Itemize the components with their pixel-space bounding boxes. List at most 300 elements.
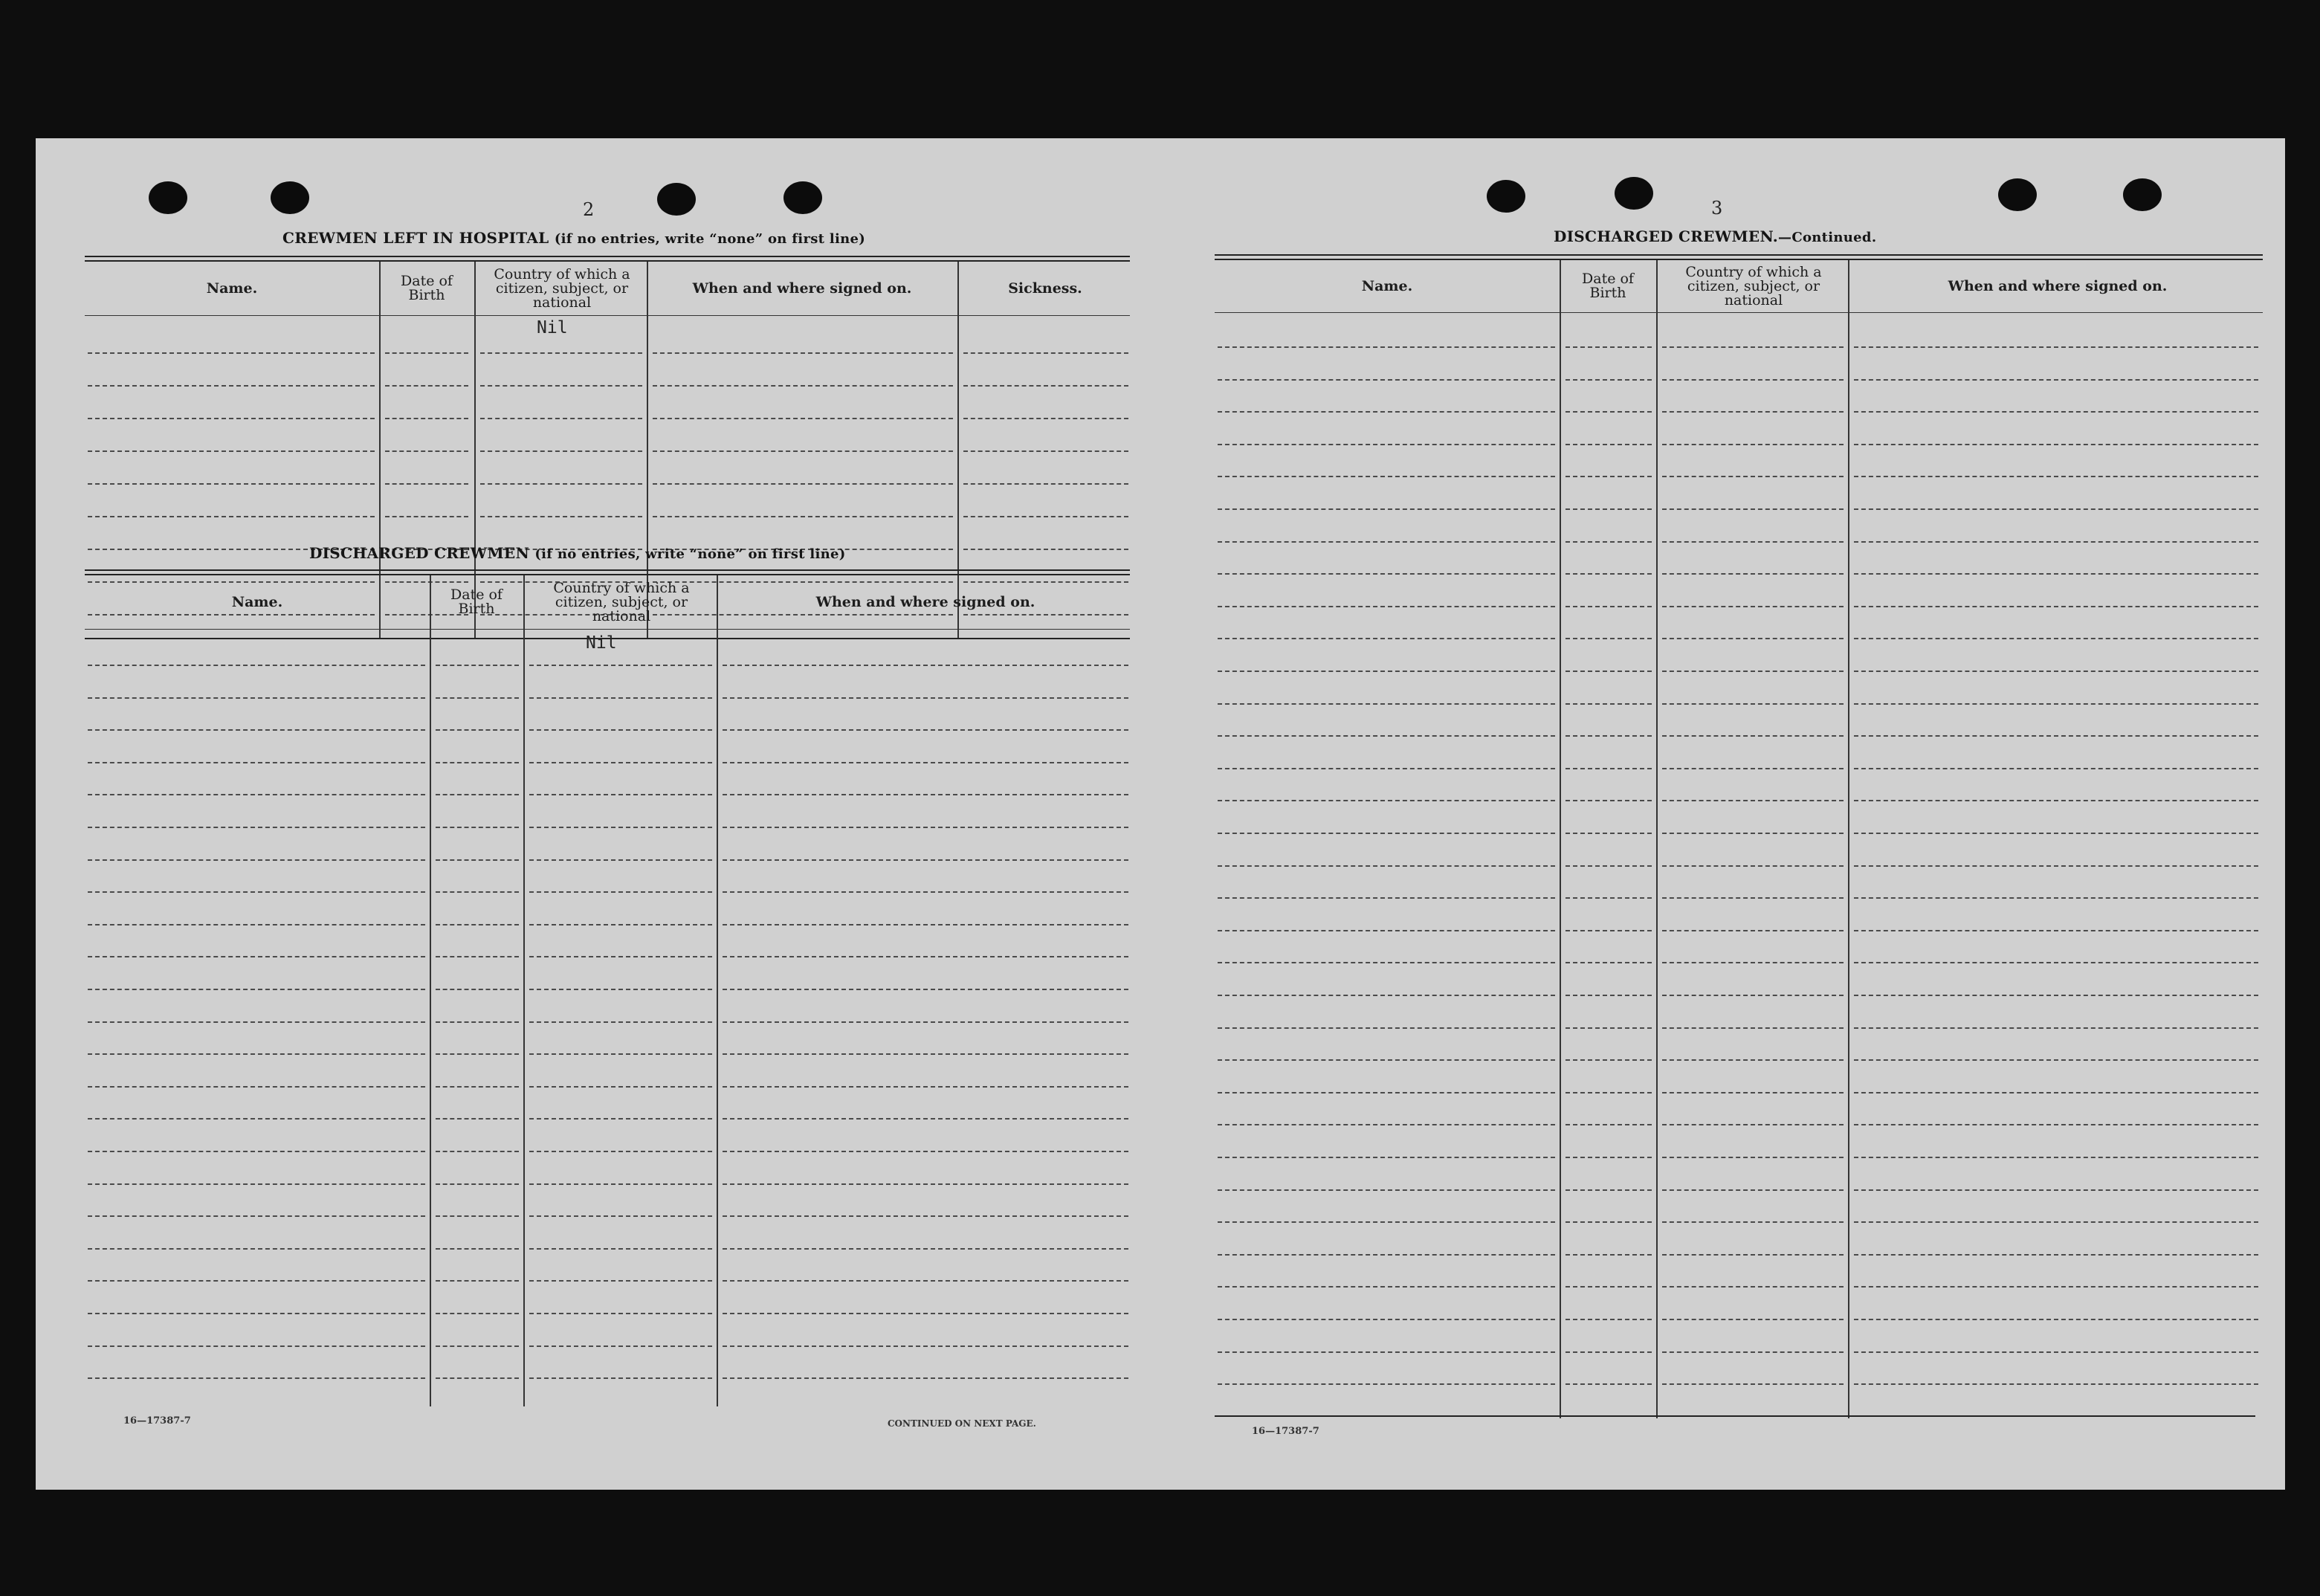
table-top-rule	[85, 260, 1130, 262]
entry-line	[88, 1118, 425, 1120]
entry-line	[1854, 833, 2258, 834]
entry-line	[1662, 411, 1844, 413]
entry-line	[1854, 1383, 2258, 1385]
entry-line	[436, 1021, 519, 1023]
entry-line	[88, 1053, 425, 1055]
entry-line	[1662, 865, 1844, 867]
entry-line	[436, 989, 519, 990]
entry-line	[436, 762, 519, 763]
entry-line	[1218, 833, 1555, 834]
discharged-section-title	[309, 544, 846, 562]
entry-line	[1662, 1319, 1844, 1320]
entry-line	[1565, 1157, 1652, 1158]
entry-line	[1218, 476, 1555, 477]
entry-line	[529, 1118, 712, 1120]
entry-line	[1662, 346, 1844, 348]
entry-line	[88, 418, 375, 419]
header-bottom-rule	[85, 629, 1130, 630]
entry-line	[1854, 897, 2258, 899]
entry-line	[963, 483, 1128, 485]
entry-line	[723, 956, 1128, 957]
punch-hole	[149, 181, 187, 214]
entry-line	[88, 1086, 425, 1088]
entry-line	[1854, 1027, 2258, 1029]
entry-line	[723, 1248, 1128, 1250]
entry-line	[1218, 768, 1555, 769]
entry-line	[1662, 833, 1844, 834]
entry-line	[436, 1248, 519, 1250]
entry-line	[1662, 897, 1844, 899]
discharged-table-right	[1215, 254, 2263, 1421]
entry-line	[436, 1118, 519, 1120]
entry-line	[88, 956, 425, 957]
entry-line	[529, 1313, 712, 1314]
hospital-section-title	[282, 229, 865, 247]
entry-line	[1218, 541, 1555, 543]
column-header-country: Country of which a citizen, subject, or national	[494, 265, 630, 311]
entry-line	[1218, 1124, 1555, 1125]
entry-line	[1854, 1124, 2258, 1125]
entry-line	[436, 1345, 519, 1347]
entry-line	[1565, 1092, 1652, 1093]
entry-line	[88, 1313, 425, 1314]
entry-line	[88, 1215, 425, 1217]
entry-line	[1218, 1254, 1555, 1256]
table-top-rule	[1215, 254, 2263, 256]
entry-line	[436, 1053, 519, 1055]
entry-line	[1854, 638, 2258, 639]
entry-line	[88, 1151, 425, 1152]
entry-line	[723, 665, 1128, 666]
entry-line	[385, 450, 468, 452]
table-bottom-rule	[1215, 1415, 2255, 1417]
entry-line	[1854, 346, 2258, 348]
entry-line	[1218, 444, 1555, 445]
entry-line	[1854, 1286, 2258, 1288]
entry-line	[1854, 735, 2258, 737]
punch-hole	[1487, 180, 1525, 213]
entry-line	[1662, 930, 1844, 931]
hospital-title-text: CREWMEN LEFT IN HOSPITAL	[282, 229, 549, 247]
entry-line	[1565, 865, 1652, 867]
entry-line	[1662, 703, 1844, 705]
table-top-rule	[85, 574, 1130, 575]
entry-line	[1565, 768, 1652, 769]
discharged-table-left	[85, 569, 1130, 1417]
entry-line	[480, 385, 642, 387]
entry-line	[88, 859, 425, 861]
entry-line	[88, 1183, 425, 1185]
entry-line	[436, 1377, 519, 1379]
entry-line	[1662, 671, 1844, 672]
entry-line	[1565, 1221, 1652, 1223]
entry-line	[1854, 1254, 2258, 1256]
entry-line	[88, 924, 425, 925]
entry-line	[1854, 962, 2258, 963]
entry-line	[1854, 1319, 2258, 1320]
entry-line	[1854, 541, 2258, 543]
entry-line	[1218, 1189, 1555, 1191]
entry-line	[1662, 1092, 1844, 1093]
entry-line	[723, 891, 1128, 893]
entry-line	[723, 827, 1128, 828]
entry-line	[436, 697, 519, 699]
continued-suffix: —Continued.	[1778, 230, 1877, 245]
entry-line	[385, 352, 468, 354]
entry-line	[723, 1086, 1128, 1088]
column-header-sickness: Sickness.	[1008, 280, 1082, 297]
punch-hole	[657, 183, 696, 216]
entry-line	[1218, 508, 1555, 510]
entry-line	[1662, 444, 1844, 445]
entry-line	[723, 1183, 1128, 1185]
column-header-name: Name.	[206, 280, 258, 297]
entry-line	[1662, 1383, 1844, 1385]
entry-line	[436, 1183, 519, 1185]
entry-line	[653, 516, 953, 517]
entry-line	[88, 794, 425, 795]
entry-line	[1565, 1124, 1652, 1125]
entry-line	[1565, 638, 1652, 639]
punch-hole	[271, 181, 309, 214]
entry-line	[723, 1215, 1128, 1217]
entry-line	[529, 762, 712, 763]
entry-line	[529, 1183, 712, 1185]
entry-line	[1854, 476, 2258, 477]
entry-line	[1662, 1221, 1844, 1223]
column-header-name: Name.	[1361, 277, 1413, 294]
entry-line	[1218, 995, 1555, 996]
entry-line	[723, 1377, 1128, 1379]
entry-line	[723, 924, 1128, 925]
entry-line	[88, 483, 375, 485]
entry-line	[529, 827, 712, 828]
entry-line	[436, 1086, 519, 1088]
entry-line	[1662, 638, 1844, 639]
entry-line	[723, 989, 1128, 990]
entry-line	[1218, 573, 1555, 575]
entry-line	[88, 891, 425, 893]
entry-line	[1854, 1157, 2258, 1158]
entry-line	[436, 891, 519, 893]
entry-line	[1218, 1221, 1555, 1223]
entry-line	[1565, 379, 1652, 381]
entry-line	[1662, 1059, 1844, 1061]
entry-line	[480, 418, 642, 419]
entry-line	[88, 1248, 425, 1250]
entry-line	[529, 697, 712, 699]
entry-line	[1565, 1351, 1652, 1353]
entry-line	[436, 729, 519, 731]
entry-line	[1854, 1351, 2258, 1353]
entry-line	[653, 352, 953, 354]
entry-line	[1854, 995, 2258, 996]
entry-line	[529, 859, 712, 861]
entry-line	[963, 385, 1128, 387]
entry-line	[529, 1215, 712, 1217]
entry-line	[1662, 379, 1844, 381]
entry-line	[1565, 1027, 1652, 1029]
entry-line	[1218, 1286, 1555, 1288]
form-number-left: 16—17387-7	[123, 1415, 191, 1427]
discharged-continued-title-text: DISCHARGED CREWMEN.	[1554, 227, 1779, 245]
entry-line	[653, 385, 953, 387]
entry-line	[1662, 573, 1844, 575]
entry-line	[1854, 703, 2258, 705]
entry-line	[88, 762, 425, 763]
entry-line	[723, 729, 1128, 731]
entry-line	[1854, 671, 2258, 672]
entry-line	[1854, 411, 2258, 413]
entry-line	[529, 956, 712, 957]
entry-line	[963, 516, 1128, 517]
entry-line	[1854, 1189, 2258, 1191]
entry-line	[88, 450, 375, 452]
entry-line	[1565, 897, 1652, 899]
entry-line	[653, 418, 953, 419]
entry-line	[1662, 508, 1844, 510]
entry-line	[1565, 444, 1652, 445]
entry-line	[1218, 1383, 1555, 1385]
entry-line	[436, 859, 519, 861]
entry-line	[436, 827, 519, 828]
entry-line	[1565, 930, 1652, 931]
entry-line	[436, 956, 519, 957]
entry-line	[436, 1151, 519, 1152]
entry-line	[529, 989, 712, 990]
entry-line	[1854, 1221, 2258, 1223]
entry-line	[1565, 541, 1652, 543]
punch-hole	[783, 181, 822, 214]
form-number-right: 16—17387-7	[1252, 1426, 1319, 1437]
entry-line	[1218, 346, 1555, 348]
entry-line	[1662, 541, 1844, 543]
entry-line	[1565, 962, 1652, 963]
entry-line	[88, 1345, 425, 1347]
entry-line	[963, 450, 1128, 452]
column-header-signed-on: When and where signed on.	[815, 593, 1035, 610]
entry-line	[1565, 995, 1652, 996]
entry-line	[88, 1021, 425, 1023]
entry-line	[1662, 800, 1844, 801]
entry-line	[529, 794, 712, 795]
entry-line	[385, 385, 468, 387]
table-top-rule	[1215, 259, 2263, 260]
entry-line	[1218, 735, 1555, 737]
entry-line	[480, 352, 642, 354]
table-top-rule	[85, 569, 1130, 571]
entry-line	[723, 697, 1128, 699]
column-header-country: Country of which a citizen, subject, or national	[1685, 263, 1822, 308]
column-header-date-of-birth: Date of Birth	[1582, 271, 1634, 301]
entry-line	[1854, 1092, 2258, 1093]
entry-line	[1565, 573, 1652, 575]
hospital-entry-country: Nil	[537, 318, 568, 337]
entry-line	[385, 516, 468, 517]
entry-line	[1662, 1027, 1844, 1029]
entry-line	[1854, 768, 2258, 769]
entry-line	[1662, 995, 1844, 996]
entry-line	[436, 1313, 519, 1314]
table-top-rule	[85, 256, 1130, 257]
entry-line	[529, 1053, 712, 1055]
discharged-title-text: DISCHARGED CREWMEN	[309, 544, 530, 562]
entry-line	[1218, 1092, 1555, 1093]
header-bottom-rule	[1215, 312, 2263, 313]
discharged-continued-title	[1554, 227, 1876, 245]
entry-line	[1565, 800, 1652, 801]
header-bottom-rule	[85, 315, 1130, 316]
entry-line	[436, 924, 519, 925]
punch-hole	[1998, 178, 2037, 211]
entry-line	[1854, 573, 2258, 575]
entry-line	[1565, 703, 1652, 705]
entry-line	[1565, 1383, 1652, 1385]
entry-line	[1662, 735, 1844, 737]
column-header-signed-on: When and where signed on.	[692, 280, 912, 297]
punch-hole	[2123, 178, 2162, 211]
column-divider	[717, 575, 718, 1406]
entry-line	[529, 924, 712, 925]
entry-line	[723, 1118, 1128, 1120]
entry-line	[88, 697, 425, 699]
entry-line	[480, 516, 642, 517]
entry-line	[723, 859, 1128, 861]
entry-line	[1565, 476, 1652, 477]
entry-line	[385, 483, 468, 485]
entry-line	[1218, 1027, 1555, 1029]
entry-line	[1662, 768, 1844, 769]
entry-line	[1565, 735, 1652, 737]
entry-line	[1218, 865, 1555, 867]
entry-line	[529, 729, 712, 731]
entry-line	[723, 1280, 1128, 1282]
entry-line	[653, 450, 953, 452]
entry-line	[1565, 606, 1652, 607]
column-divider	[1848, 260, 1849, 1418]
entry-line	[723, 1345, 1128, 1347]
entry-line	[1662, 1189, 1844, 1191]
entry-line	[723, 1151, 1128, 1152]
entry-line	[1662, 1157, 1844, 1158]
entry-line	[1565, 1189, 1652, 1191]
entry-line	[1854, 444, 2258, 445]
entry-line	[723, 794, 1128, 795]
entry-line	[723, 1313, 1128, 1314]
entry-line	[723, 1053, 1128, 1055]
entry-line	[385, 418, 468, 419]
entry-line	[1218, 411, 1555, 413]
entry-line	[1565, 346, 1652, 348]
entry-line	[529, 1377, 712, 1379]
entry-line	[88, 352, 375, 354]
entry-line	[88, 1377, 425, 1379]
entry-line	[1565, 1286, 1652, 1288]
entry-line	[1565, 411, 1652, 413]
entry-line	[480, 450, 642, 452]
entry-line	[1662, 1351, 1844, 1353]
entry-line	[1218, 1319, 1555, 1320]
entry-line	[88, 516, 375, 517]
column-header-name: Name.	[231, 593, 283, 610]
entry-line	[88, 385, 375, 387]
entry-line	[1218, 1157, 1555, 1158]
entry-line	[1565, 1254, 1652, 1256]
entry-line	[1854, 865, 2258, 867]
form-paper	[36, 138, 2285, 1490]
entry-line	[1218, 930, 1555, 931]
entry-line	[1565, 671, 1652, 672]
entry-line	[1662, 1124, 1844, 1125]
entry-line	[1854, 379, 2258, 381]
entry-line	[1218, 897, 1555, 899]
entry-line	[436, 1280, 519, 1282]
hospital-instruction: (if no entries, write “none” on first line)	[554, 231, 866, 247]
discharged-entry-country: Nil	[586, 633, 617, 653]
column-header-date-of-birth: Date of Birth	[450, 587, 503, 617]
entry-line	[1854, 930, 2258, 931]
entry-line	[529, 665, 712, 666]
entry-line	[1218, 800, 1555, 801]
entry-line	[436, 794, 519, 795]
punch-hole	[1615, 177, 1653, 210]
entry-line	[1218, 1059, 1555, 1061]
entry-line	[529, 1151, 712, 1152]
entry-line	[1565, 1059, 1652, 1061]
column-divider	[523, 575, 525, 1406]
entry-line	[1565, 833, 1652, 834]
discharged-instruction: (if no entries, write “none” on first line)	[534, 546, 846, 562]
page-number-right: 3	[1711, 198, 1723, 219]
entry-line	[1854, 606, 2258, 607]
entry-line	[1565, 1319, 1652, 1320]
entry-line	[529, 1345, 712, 1347]
entry-line	[529, 891, 712, 893]
entry-line	[88, 665, 425, 666]
entry-line	[1662, 1254, 1844, 1256]
entry-line	[88, 1280, 425, 1282]
entry-line	[88, 827, 425, 828]
entry-line	[1218, 606, 1555, 607]
entry-line	[529, 1086, 712, 1088]
entry-line	[963, 418, 1128, 419]
entry-line	[529, 1021, 712, 1023]
entry-line	[1218, 962, 1555, 963]
entry-line	[1854, 800, 2258, 801]
column-header-signed-on: When and where signed on.	[1948, 277, 2168, 294]
entry-line	[723, 762, 1128, 763]
page-number-left: 2	[583, 199, 595, 220]
entry-line	[1854, 508, 2258, 510]
column-header-date-of-birth: Date of Birth	[401, 273, 453, 303]
entry-line	[1218, 638, 1555, 639]
entry-line	[1218, 379, 1555, 381]
entry-line	[1662, 962, 1844, 963]
entry-line	[529, 1280, 712, 1282]
entry-line	[88, 989, 425, 990]
entry-line	[653, 483, 953, 485]
entry-line	[436, 665, 519, 666]
entry-line	[963, 549, 1128, 550]
entry-line	[1218, 1351, 1555, 1353]
entry-line	[1218, 703, 1555, 705]
entry-line	[480, 483, 642, 485]
continued-note: CONTINUED ON NEXT PAGE.	[888, 1418, 1036, 1429]
column-divider	[1560, 260, 1561, 1418]
entry-line	[1662, 476, 1844, 477]
entry-line	[1854, 1059, 2258, 1061]
entry-line	[1662, 1286, 1844, 1288]
